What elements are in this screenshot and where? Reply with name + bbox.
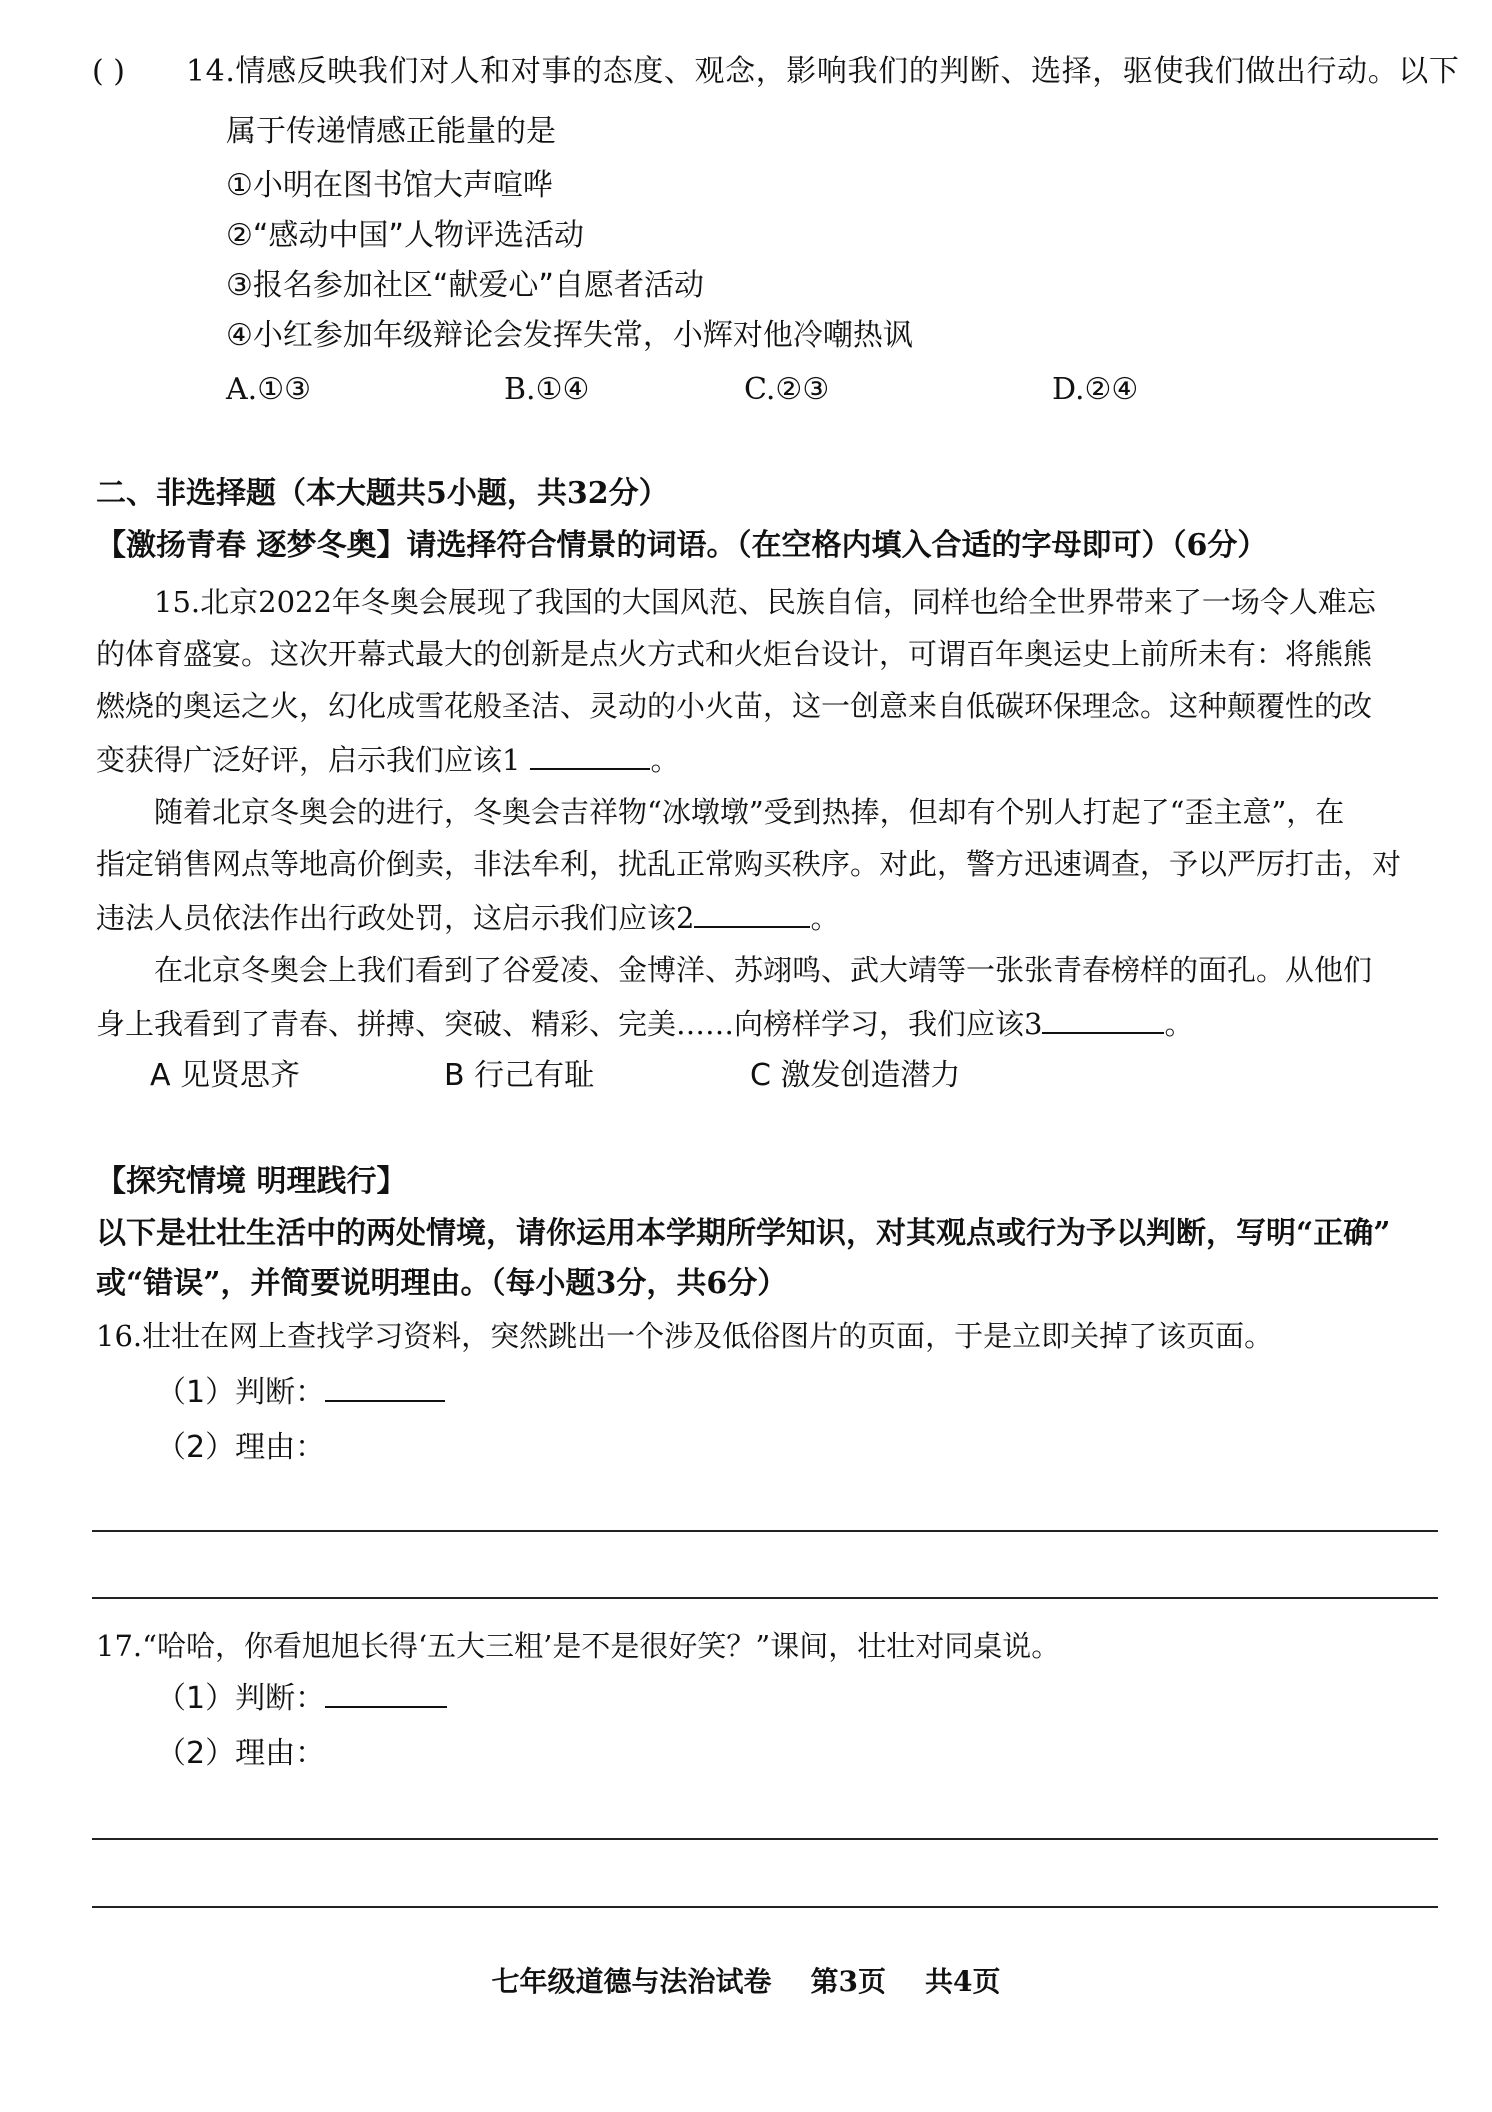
q15-paragraph-2-line-3 [96,896,839,938]
q16-stem: 16.壮壮在网上查找学习资料，突然跳出一个涉及低俗图片的页面，于是立即关掉了该页面。 [96,1319,1274,1353]
q17-stem: 17.“哈哈，你看旭旭长得‘五大三粗’是不是很好笑？”课间，壮壮对同桌说。 [96,1629,1061,1663]
q15-paragraph-2-line-2: 指定销售网点等地高价倒卖，非法牟利，扰乱正常购买秩序。对此，警方迅速调查，予以严厉打击，对 [96,847,1402,881]
q14-option-c: C.②③ [744,372,830,407]
q15-paragraph-1-line-1: 15.北京2022年冬奥会展现了我国的大国风范、民族自信，同样也给全世界带来了一场令人难忘 [154,585,1376,619]
q15-blank-2-end: 。 [810,901,840,935]
q15-blank-3-end: 。 [1164,1007,1194,1041]
q14-item-2: ②“感动中国”人物评选活动 [226,218,584,253]
q14-stem-line-2: 属于传递情感正能量的是 [226,114,556,149]
q17-reason-line-1[interactable] [92,1838,1438,1840]
q15-choice-b: B 行己有耻 [444,1058,595,1093]
q15-paragraph-1-line-4 [96,738,679,780]
q14-option-a: A.①③ [226,372,311,407]
q17-reason-label: （2）理由： [156,1736,326,1771]
block-2-intro-line-1: 以下是壮壮生活中的两处情境，请你运用本学期所学知识，对其观点或行为予以判断，写明“正确” [96,1216,1391,1251]
q14-stem-line-1: 14.情感反映我们对人和对事的态度、观念，影响我们的判断、选择，驱使我们做出行动。以下 [186,54,1460,89]
q15-blank-2[interactable] [694,896,810,928]
q15-blank-3[interactable] [1042,1002,1164,1034]
section-2-title: 二、非选择题（本大题共5小题，共32分） [96,476,669,511]
q16-judge-label: （1）判断： [156,1375,326,1410]
q15-choice-a: A 见贤思齐 [150,1058,301,1093]
block-1-heading: 【激扬青春 逐梦冬奥】请选择符合情景的词语。（在空格内填入合适的字母即可）（6分） [96,528,1268,563]
q14-item-3: ③报名参加社区“献爱心”自愿者活动 [226,268,704,303]
q14-option-d: D.②④ [1052,372,1139,407]
q17-judge-label: （1）判断： [156,1681,326,1716]
q14-item-4: ④小红参加年级辩论会发挥失常，小辉对他冷嘲热讽 [226,318,913,353]
page-footer: 七年级道德与法治试卷 第3页 共4页 [491,1965,1001,1998]
q16-judge-blank[interactable] [325,1370,445,1402]
q15-p2-line-3-text: 违法人员依法作出行政处罚，这启示我们应该2 [96,901,695,935]
q16-reason-line-1[interactable] [92,1530,1438,1532]
q15-paragraph-3-line-2 [96,1002,1193,1044]
q15-p3-line-2-text: 身上我看到了青春、拼搏、突破、精彩、完美……向榜样学习，我们应该3 [96,1007,1043,1041]
block-2-intro-line-2: 或“错误”，并简要说明理由。（每小题3分，共6分） [96,1266,788,1301]
q14-answer-bracket[interactable]: ( ) [92,54,125,89]
q15-choice-c: C 激发创造潜力 [750,1058,961,1093]
q15-paragraph-3-line-1: 在北京冬奥会上我们看到了谷爱凌、金博洋、苏翊鸣、武大靖等一张张青春榜样的面孔。从他们 [154,953,1373,987]
q17-reason-line-2[interactable] [92,1906,1438,1908]
q17-judge-blank[interactable] [325,1676,447,1708]
q15-blank-1-end: 。 [650,743,680,777]
q16-reason-line-2[interactable] [92,1597,1438,1599]
q17-judge-row [156,1676,447,1719]
q15-paragraph-2-line-1: 随着北京冬奥会的进行，冬奥会吉祥物“冰墩墩”受到热捧，但却有个别人打起了“歪主意”，在 [154,795,1345,829]
q15-paragraph-1-line-3: 燃烧的奥运之火，幻化成雪花般圣洁、灵动的小火苗，这一创意来自低碳环保理念。这种颠覆性的改 [96,689,1373,723]
q15-line-4-text: 变获得广泛好评，启示我们应该1 [96,743,521,777]
q14-item-1: ①小明在图书馆大声喧哗 [226,168,553,203]
q14-option-b: B.①④ [504,372,590,407]
q16-judge-row [156,1370,445,1413]
block-2-heading: 【探究情境 明理践行】 [96,1164,407,1199]
q15-blank-1[interactable] [530,738,650,770]
q15-paragraph-1-line-2: 的体育盛宴。这次开幕式最大的创新是点火方式和火炬台设计，可谓百年奥运史上前所未有：将熊熊 [96,637,1373,671]
q16-reason-label: （2）理由： [156,1430,326,1465]
